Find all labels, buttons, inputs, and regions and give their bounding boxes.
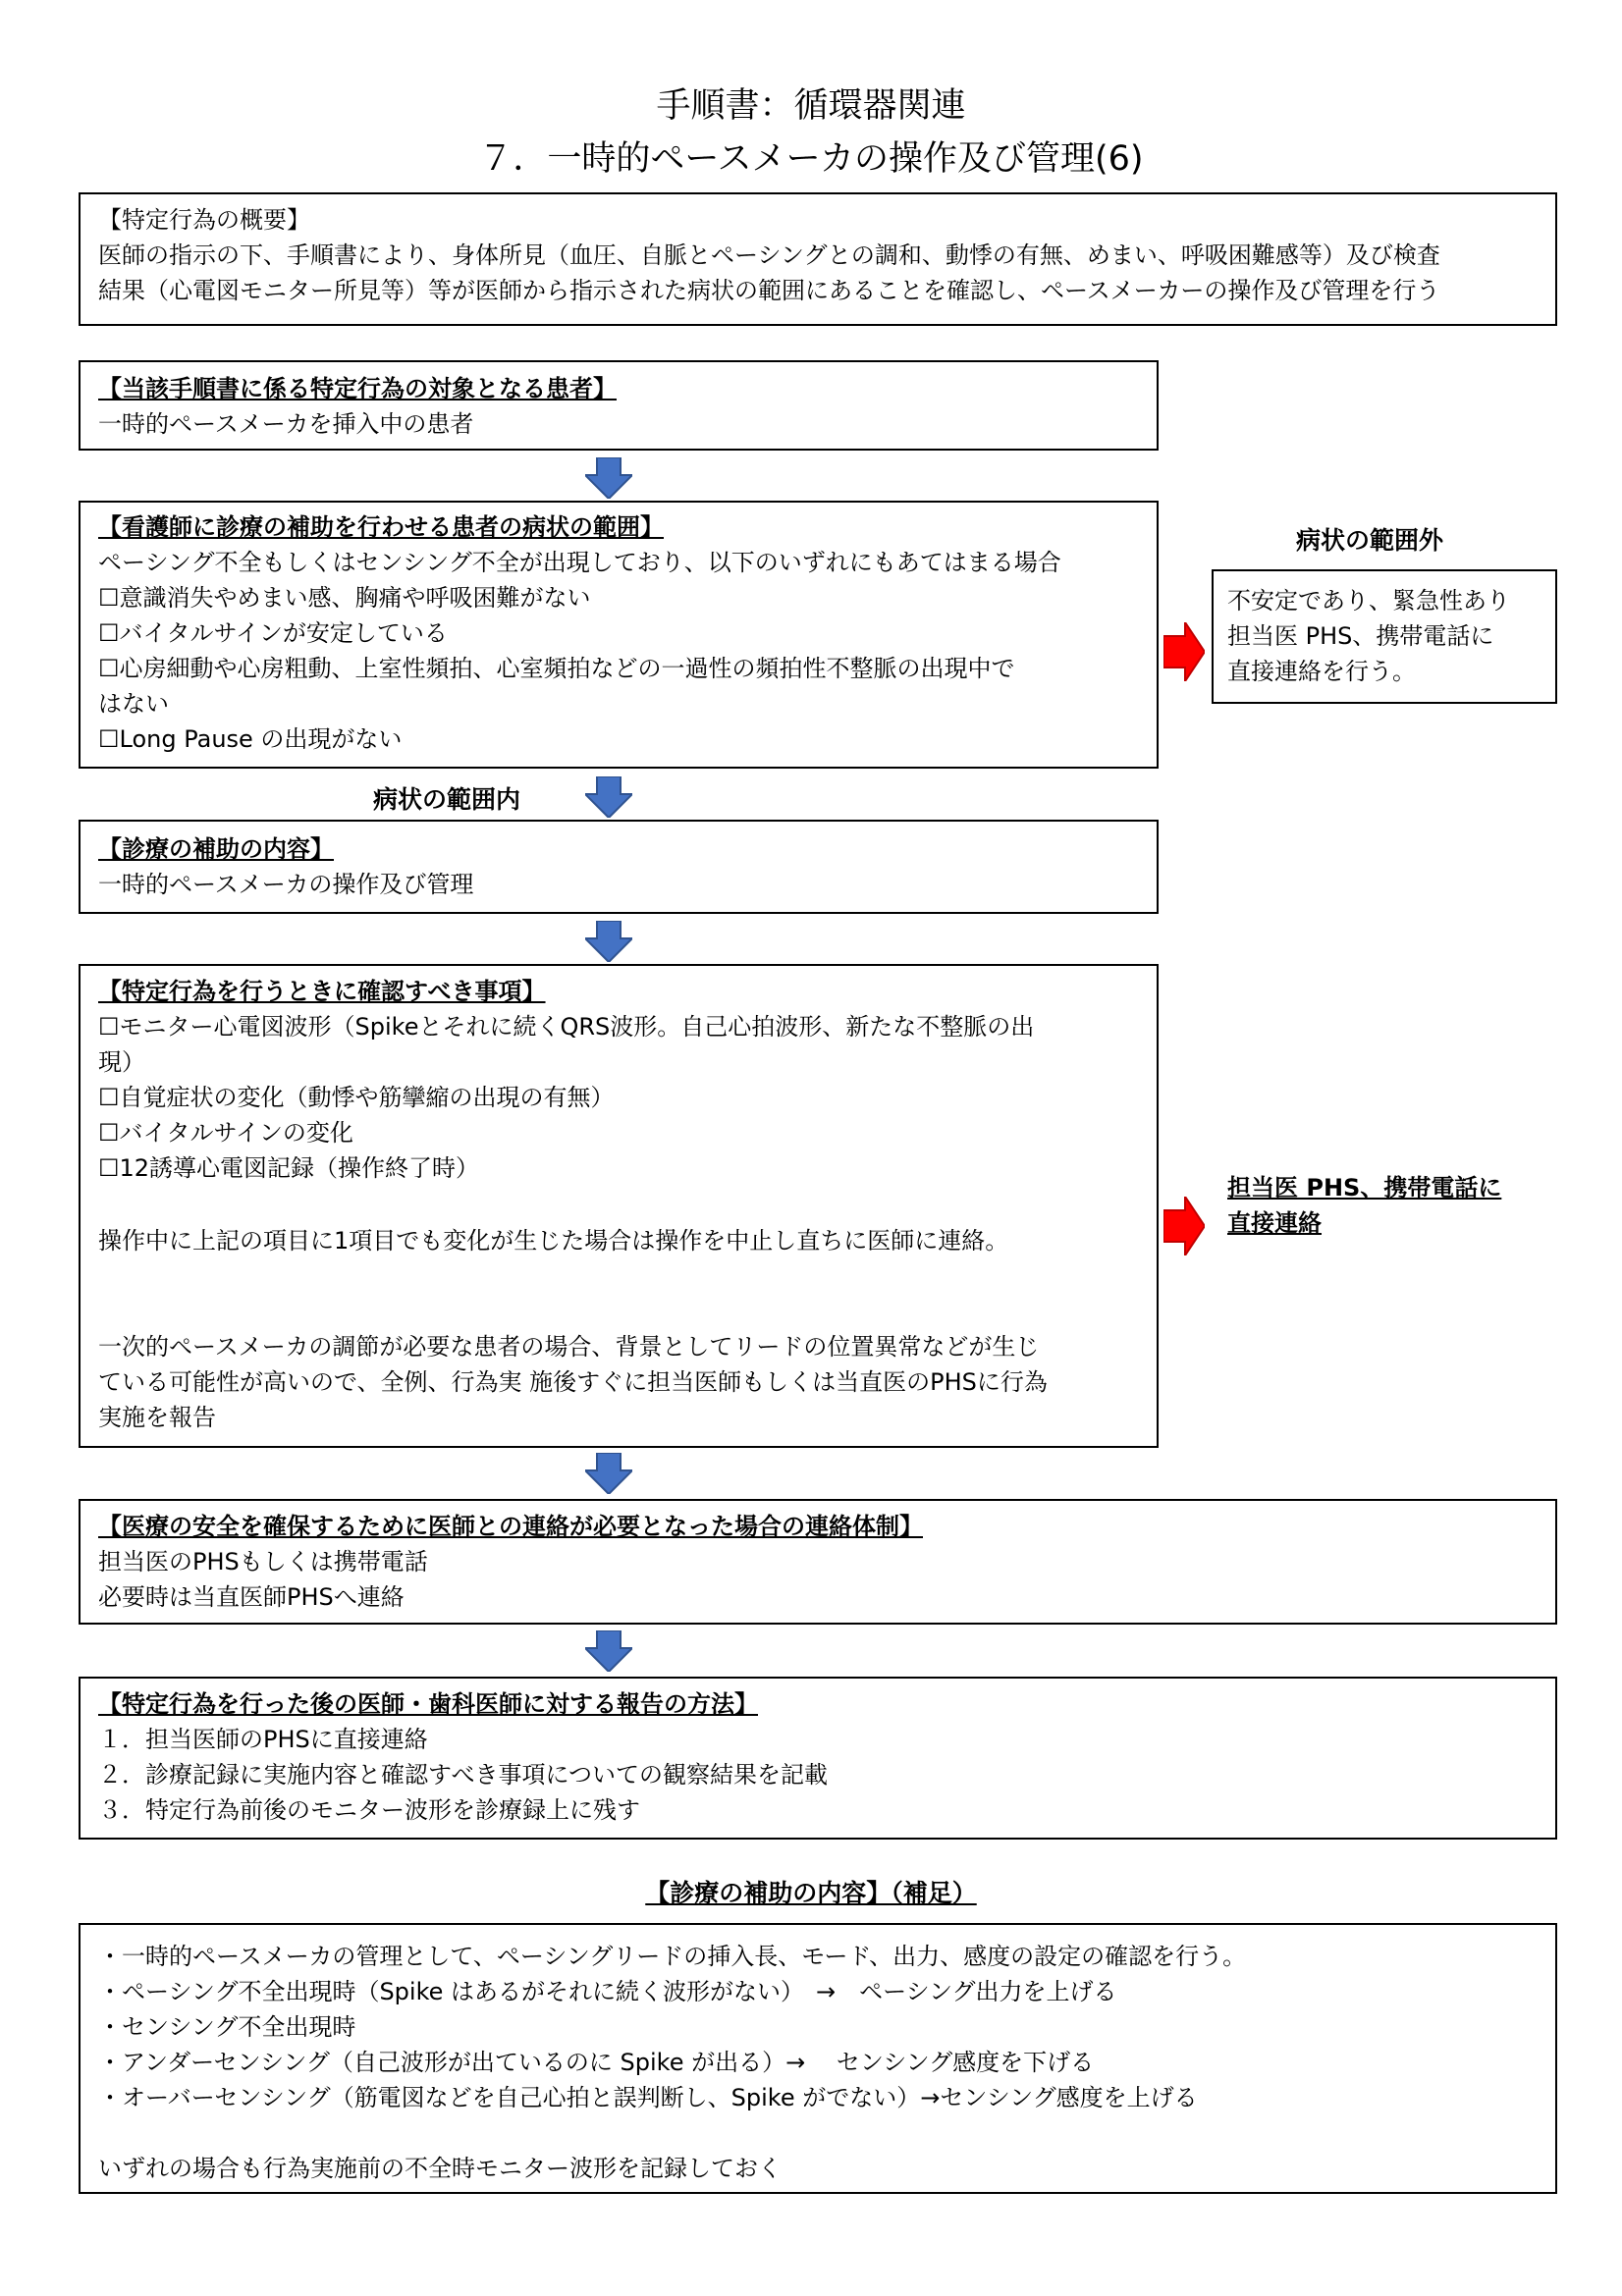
confirm-line: ☐12誘導心電図記録（操作終了時） [98,1154,480,1182]
overview-line: 結果（心電図モニター所見等）等が医師から指示された病状の範囲にあることを確認し、ペースメーカーの操作及び管理を行う [98,277,1440,304]
page-subtitle: ７．一時的ペースメーカの操作及び管理(6) [478,139,1144,179]
contact-side-line: 直接連絡 [1227,1209,1322,1237]
range-line: ☐バイタルサインが安定している [98,619,448,647]
range-line: ☐心房細動や心房粗動、上室性頻拍、心室頻拍などの一過性の頻拍性不整脈の出現中で [98,655,1015,682]
confirm-line: 一次的ペースメーカの調節が必要な患者の場合、背景としてリードの位置異常などが生じ [98,1333,1040,1361]
confirm-line: ☐バイタルサインの変化 [98,1119,353,1147]
supplement-line: ・センシング不全出現時 [98,2013,356,2041]
confirm-line: 操作中に上記の項目に1項目でも変化が生じた場合は操作を中止し直ちに医師に連絡。 [98,1227,1009,1255]
safety-heading: 【医療の安全を確保するために医師との連絡が必要となった場合の連絡体制】 [98,1513,923,1540]
overview-line: 医師の指示の下、手順書により、身体所見（血圧、自脈とペーシングとの調和、動悸の有無、めまい、呼吸困難感等）及び検査 [98,241,1440,269]
right-arrow-icon [1163,622,1205,681]
out-of-range-label: 病状の範囲外 [1296,526,1444,555]
range-line: ペーシング不全もしくはセンシング不全が出現しており、以下のいずれにもあてはまる場合 [98,549,1061,576]
down-arrow-icon [585,457,632,499]
confirmation-items-box [79,964,1159,1448]
target-line: 一時的ペースメーカを挿入中の患者 [98,410,474,438]
out-of-range-box [1212,569,1557,704]
in-range-label: 病状の範囲内 [373,785,521,814]
confirm-line: 実施を報告 [98,1404,216,1431]
out-of-range-line: 不安定であり、緊急性あり [1227,587,1510,614]
report-line: ３．特定行為前後のモニター波形を診療録上に残す [98,1796,640,1824]
supplement-label: 【診療の補助の内容】（補足） [645,1879,977,1907]
supplement-line: いずれの場合も行為実施前の不全時モニター波形を記録しておく [98,2155,782,2182]
assist-heading: 【診療の補助の内容】 [98,835,334,863]
right-arrow-icon [1163,1197,1205,1255]
target-heading: 【当該手順書に係る特定行為の対象となる患者】 [98,375,617,402]
range-line: ☐意識消失やめまい感、胸痛や呼吸困難がない [98,584,591,612]
confirm-heading: 【特定行為を行うときに確認すべき事項】 [98,978,546,1005]
supplement-line: ・一時的ペースメーカの管理として、ペーシングリードの挿入長、モード、出力、感度の設定の確認を行う。 [98,1943,1247,1970]
overview-heading: 【特定行為の概要】 [98,206,310,234]
confirm-line: 現） [98,1048,145,1076]
range-heading: 【看護師に診療の補助を行わせる患者の病状の範囲】 [98,513,664,541]
safety-line: 必要時は当直医師PHSへ連絡 [98,1583,405,1611]
report-line: １．担当医師のPHSに直接連絡 [98,1726,428,1753]
range-line: ☐Long Pause の出現がない [98,725,403,753]
supplement-line: ・ペーシング不全出現時（Spike はあるがそれに続く波形がない） → ペーシング出力を上げる [98,1978,1117,2005]
supplement-box [79,1923,1557,2194]
range-line: はない [98,690,169,718]
down-arrow-icon [585,921,632,962]
out-of-range-line: 担当医 PHS、携帯電話に [1227,622,1494,650]
supplement-line: ・オーバーセンシング（筋電図などを自己心拍と誤判断し、Spike がでない）→センシング感度を上げる [98,2084,1198,2111]
assist-line: 一時的ペースメーカの操作及び管理 [98,871,474,898]
safety-line: 担当医のPHSもしくは携帯電話 [98,1548,428,1575]
supplement-line: ・アンダーセンシング（自己波形が出ているのに Spike が出る）→ センシング感度を下げる [98,2049,1095,2076]
overview-box [79,192,1557,326]
confirm-line: ☐自覚症状の変化（動悸や筋攣縮の出現の有無） [98,1084,615,1111]
down-arrow-icon [585,776,632,818]
confirm-line: ☐モニター心電図波形（Spikeとそれに続くQRS波形。自己心拍波形、新たな不整脈の出 [98,1013,1035,1041]
down-arrow-icon [585,1630,632,1672]
page-title: 手順書：循環器関連 [656,86,966,126]
report-heading: 【特定行為を行った後の医師・歯科医師に対する報告の方法】 [98,1690,758,1718]
confirm-line: ている可能性が高いので、全例、行為実 施後すぐに担当医師もしくは当直医のPHSに行為 [98,1368,1048,1396]
condition-range-box [79,501,1159,769]
safety-contact-box [79,1499,1557,1625]
report-line: ２．診療記録に実施内容と確認すべき事項についての観察結果を記載 [98,1761,829,1789]
report-method-box [79,1677,1557,1840]
contact-side-line: 担当医 PHS、携帯電話に [1227,1174,1502,1201]
down-arrow-icon [585,1453,632,1494]
out-of-range-line: 直接連絡を行う。 [1227,658,1416,685]
assist-content-box [79,820,1159,914]
target-patient-box [79,360,1159,451]
